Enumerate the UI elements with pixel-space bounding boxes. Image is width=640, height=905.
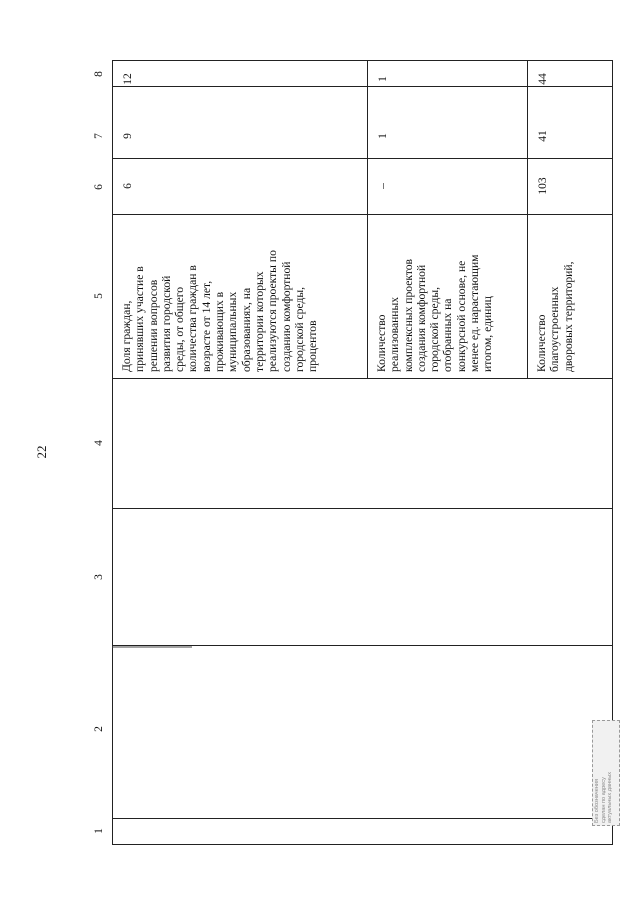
stamp-text: Без обозначения сделан по адресу актуальных данных (594, 771, 614, 823)
row-2-col6-value: – (377, 183, 389, 189)
row-2-indicator: Количество реализованных комплексных проектов создания комфортной городской среды, отобранных на конкурсной основе, не менее ед. нарастающим итогом, единиц (375, 254, 495, 372)
column-number-5: 5 (93, 293, 105, 299)
column-number-4: 4 (93, 440, 105, 446)
row-1-col6-value: 6 (122, 183, 134, 189)
row-3-col7-value: 41 (537, 130, 549, 142)
column-number-7: 7 (93, 133, 105, 139)
row-1-col7-value: 9 (122, 133, 134, 139)
row-3-indicator: Количество благоустроенных дворовых территорий, (535, 261, 575, 372)
column-number-1: 1 (93, 828, 105, 834)
page-number: 22 (34, 445, 49, 459)
column-number-3: 3 (93, 574, 105, 580)
row-2-col8-value: 1 (377, 76, 389, 82)
column-number-6: 6 (93, 184, 105, 190)
row-3-col8-value: 44 (537, 73, 549, 85)
row-2-col7-value: 1 (377, 133, 389, 139)
row-3-col6-value: 103 (537, 177, 549, 195)
column-number-8: 8 (93, 71, 105, 77)
row-1-col8-value: 12 (122, 73, 134, 85)
row-1-indicator: Доля граждан, принявших участие в решении вопросов развития городской среды, от общего количества граждан в возрасте от 14 лет, проживающих в муниципальных образованиях, на территории которых реализуются проекты по созданию комфортной городской среды, процентов (120, 250, 320, 372)
document-stamp (592, 720, 620, 826)
column-number-2: 2 (93, 726, 105, 732)
